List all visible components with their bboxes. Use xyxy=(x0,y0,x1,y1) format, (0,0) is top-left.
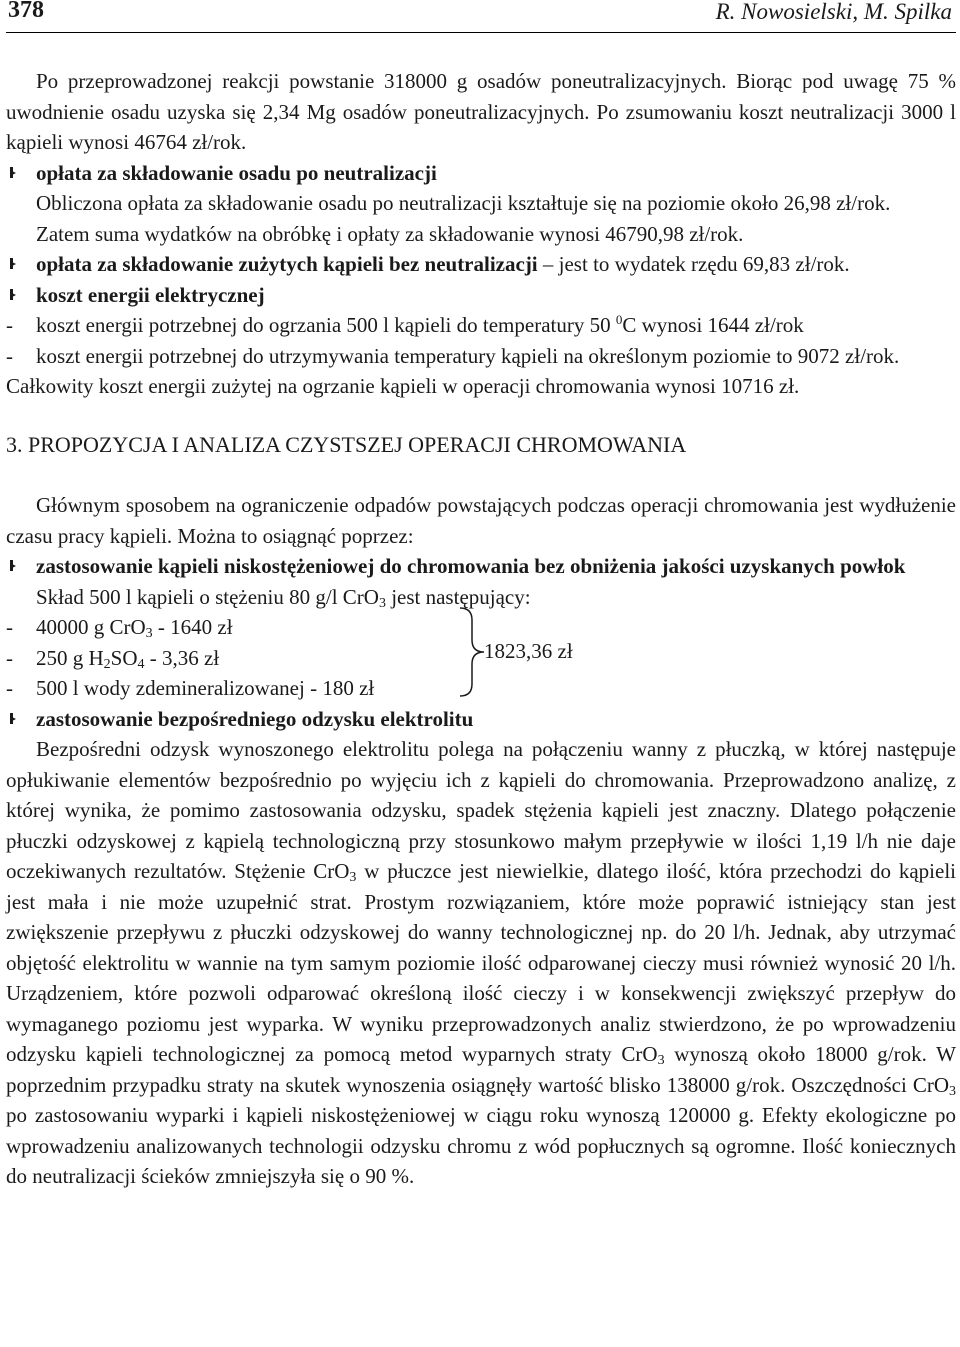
dash-marker: - xyxy=(6,313,13,337)
bullet-marker-icon xyxy=(9,289,19,300)
running-head-authors: R. Nowosielski, M. Spilka xyxy=(715,0,952,24)
paragraph-bath-composition: Skład 500 l kąpieli o stężeniu 80 g/l CrO$_3$ jest następujący: xyxy=(36,584,531,611)
composition-total-cost: 1823,36 zł xyxy=(484,639,573,663)
dash-marker: - xyxy=(6,343,13,368)
bullet-title: zastosowanie bezpośredniego odzysku elektrolitu xyxy=(36,706,474,731)
dash-marker: - xyxy=(6,676,13,700)
bullet-low-concentration-bath xyxy=(6,551,956,582)
bullet-direct-electrolyte-recovery xyxy=(6,704,956,735)
bullet-marker-icon xyxy=(9,258,19,269)
paragraph-recovery-analysis: Bezpośredni odzysk wynoszonego elektrolitu polega na połączeniu wanny z płuczką, w której następuje opłukiwanie elementów bezpośrednio po wyjęciu ich z kąpieli do chromowania. Przeprowadzono analizę, z której wynika, że pomimo zastosowania odzysku, spadek stężenia kąpieli jest znaczny. Dlatego połączenie płuczki odzyskowej z kąpielą technologiczną przy stosunkowo małym przepływie w ilości 1,19 l/h nie daje oczekiwanych rezultatów. Stężenie CrO$_3$ w płuczce jest niewielkie, dlatego ilość, która przechodzi do kąpieli jest mała i nie może uzupełnić strat. Prostym rozwiązaniem, które może poprawić istniejący stan jest zwiększenie przepływu z płuczki odzyskowej do wanny technologicznej np. do 20 l/h. Jednak, aby utrzymać objętość elektrolitu w wannie na tym samym poziomie ilość odparowanej cieczy musi również wynosić 20 l/h. Urządzeniem, które pozwoli odparować określoną ilość cieczy i w konsekwencji zwiększyć przepływ do wymaganego poziomu jest wyparka. W wyniku przeprowadzonych analiz stwierdzono, że po wprowadzeniu odzysku kąpieli technologicznej za pomocą metod wyparnych straty CrO$_3$ wynoszą około 18000 g/rok. W poprzednim przypadku straty na skutek wynoszenia osiągnęły wartość blisko 138000 g/rok. Oszczędności CrO$_3$ po zastosowaniu wyparki i kąpieli niskostężeniowej w ciągu roku wynoszą 120000 g. Efekty ekologiczne po wprowadzeniu analizowanych technologii odzysku chromu z wód popłucznych są ogromne. Ilość koniecznych do neutralizacji ścieków zmniejszyła się o 90 %. xyxy=(6,737,956,1188)
bullet-marker-icon xyxy=(9,713,19,724)
paragraph-section-intro: Głównym sposobem na ograniczenie odpadów powstających podczas operacji chromowania jest wydłużenie czasu pracy kąpieli. Można to osiągnąć poprzez: xyxy=(6,493,956,548)
bullet-used-bath-storage-fee xyxy=(6,249,956,280)
bullet-electricity-cost xyxy=(6,280,956,311)
dash-item-heating-cost: - koszt energii potrzebnej do ogrzania 500 l kąpieli do temperatury 50 $^0$C wynosi 1644 zł/rok xyxy=(6,310,956,341)
bullet-marker-icon xyxy=(9,167,19,178)
paragraph-neutralization-cost: Po przeprowadzonej reakcji powstanie 318000 g osadów poneutralizacyjnych. Biorąc pod uwagę 75 % uwodnienie osadu uzyska się 2,34 Mg osadów poneutralizacyjnych. Po zsumowaniu koszt neutralizacji 3000 l kąpieli wynosi 46764 zł/rok. xyxy=(6,69,956,154)
dash-marker: - xyxy=(6,645,13,670)
bullet-title: opłata za składowanie zużytych kąpieli bez neutralizacji xyxy=(36,252,538,276)
dash-marker: - xyxy=(6,615,13,639)
section-heading: 3. PROPOZYCJA I ANALIZA CZYSTSZEJ OPERACJI CHROMOWANIA xyxy=(6,431,687,457)
page-body xyxy=(6,66,956,1192)
composition-item-water: - 500 l wody zdemineralizowanej - 180 zł xyxy=(6,673,956,704)
bullet-title: opłata za składowanie osadu po neutralizacji xyxy=(36,160,437,185)
paragraph-storage-sum: Zatem suma wydatków na obróbkę i opłaty za składowanie wynosi 46790,98 zł/rok. xyxy=(36,221,744,246)
bullet-marker-icon xyxy=(9,560,19,571)
composition-item-h2so4: - 250 g $H_2SO_4 - 3,36$ zł xyxy=(6,643,956,674)
dash-item-maintain-temperature-cost: - koszt energii potrzebnej do utrzymywania temperatury kąpieli na określonym poziomie to 9072 zł/rok. xyxy=(6,341,956,372)
composition-item-cro3: - 40000 g CrO$_3$ - 1640 zł xyxy=(6,612,956,643)
bullet-title: koszt energii elektrycznej xyxy=(36,282,265,307)
composition-list xyxy=(6,612,956,704)
bullet-title: zastosowanie kąpieli niskostężeniowej do chromowania bez obniżenia jakości uzyskanych powłok xyxy=(36,554,906,578)
page-header xyxy=(6,0,956,33)
paragraph-total-energy-cost: Całkowity koszt energii zużytej na ogrzanie kąpieli w operacji chromowania wynosi 10716 zł. xyxy=(6,374,800,398)
page-number: 378 xyxy=(8,0,44,23)
paragraph-storage-fee: Obliczona opłata za składowanie osadu po neutralizacji kształtuje się na poziomie około 26,98 zł/rok. xyxy=(36,191,891,215)
bullet-sludge-storage-fee xyxy=(6,158,956,189)
bullet-text: – jest to wydatek rzędu 69,83 zł/rok. xyxy=(537,252,850,276)
